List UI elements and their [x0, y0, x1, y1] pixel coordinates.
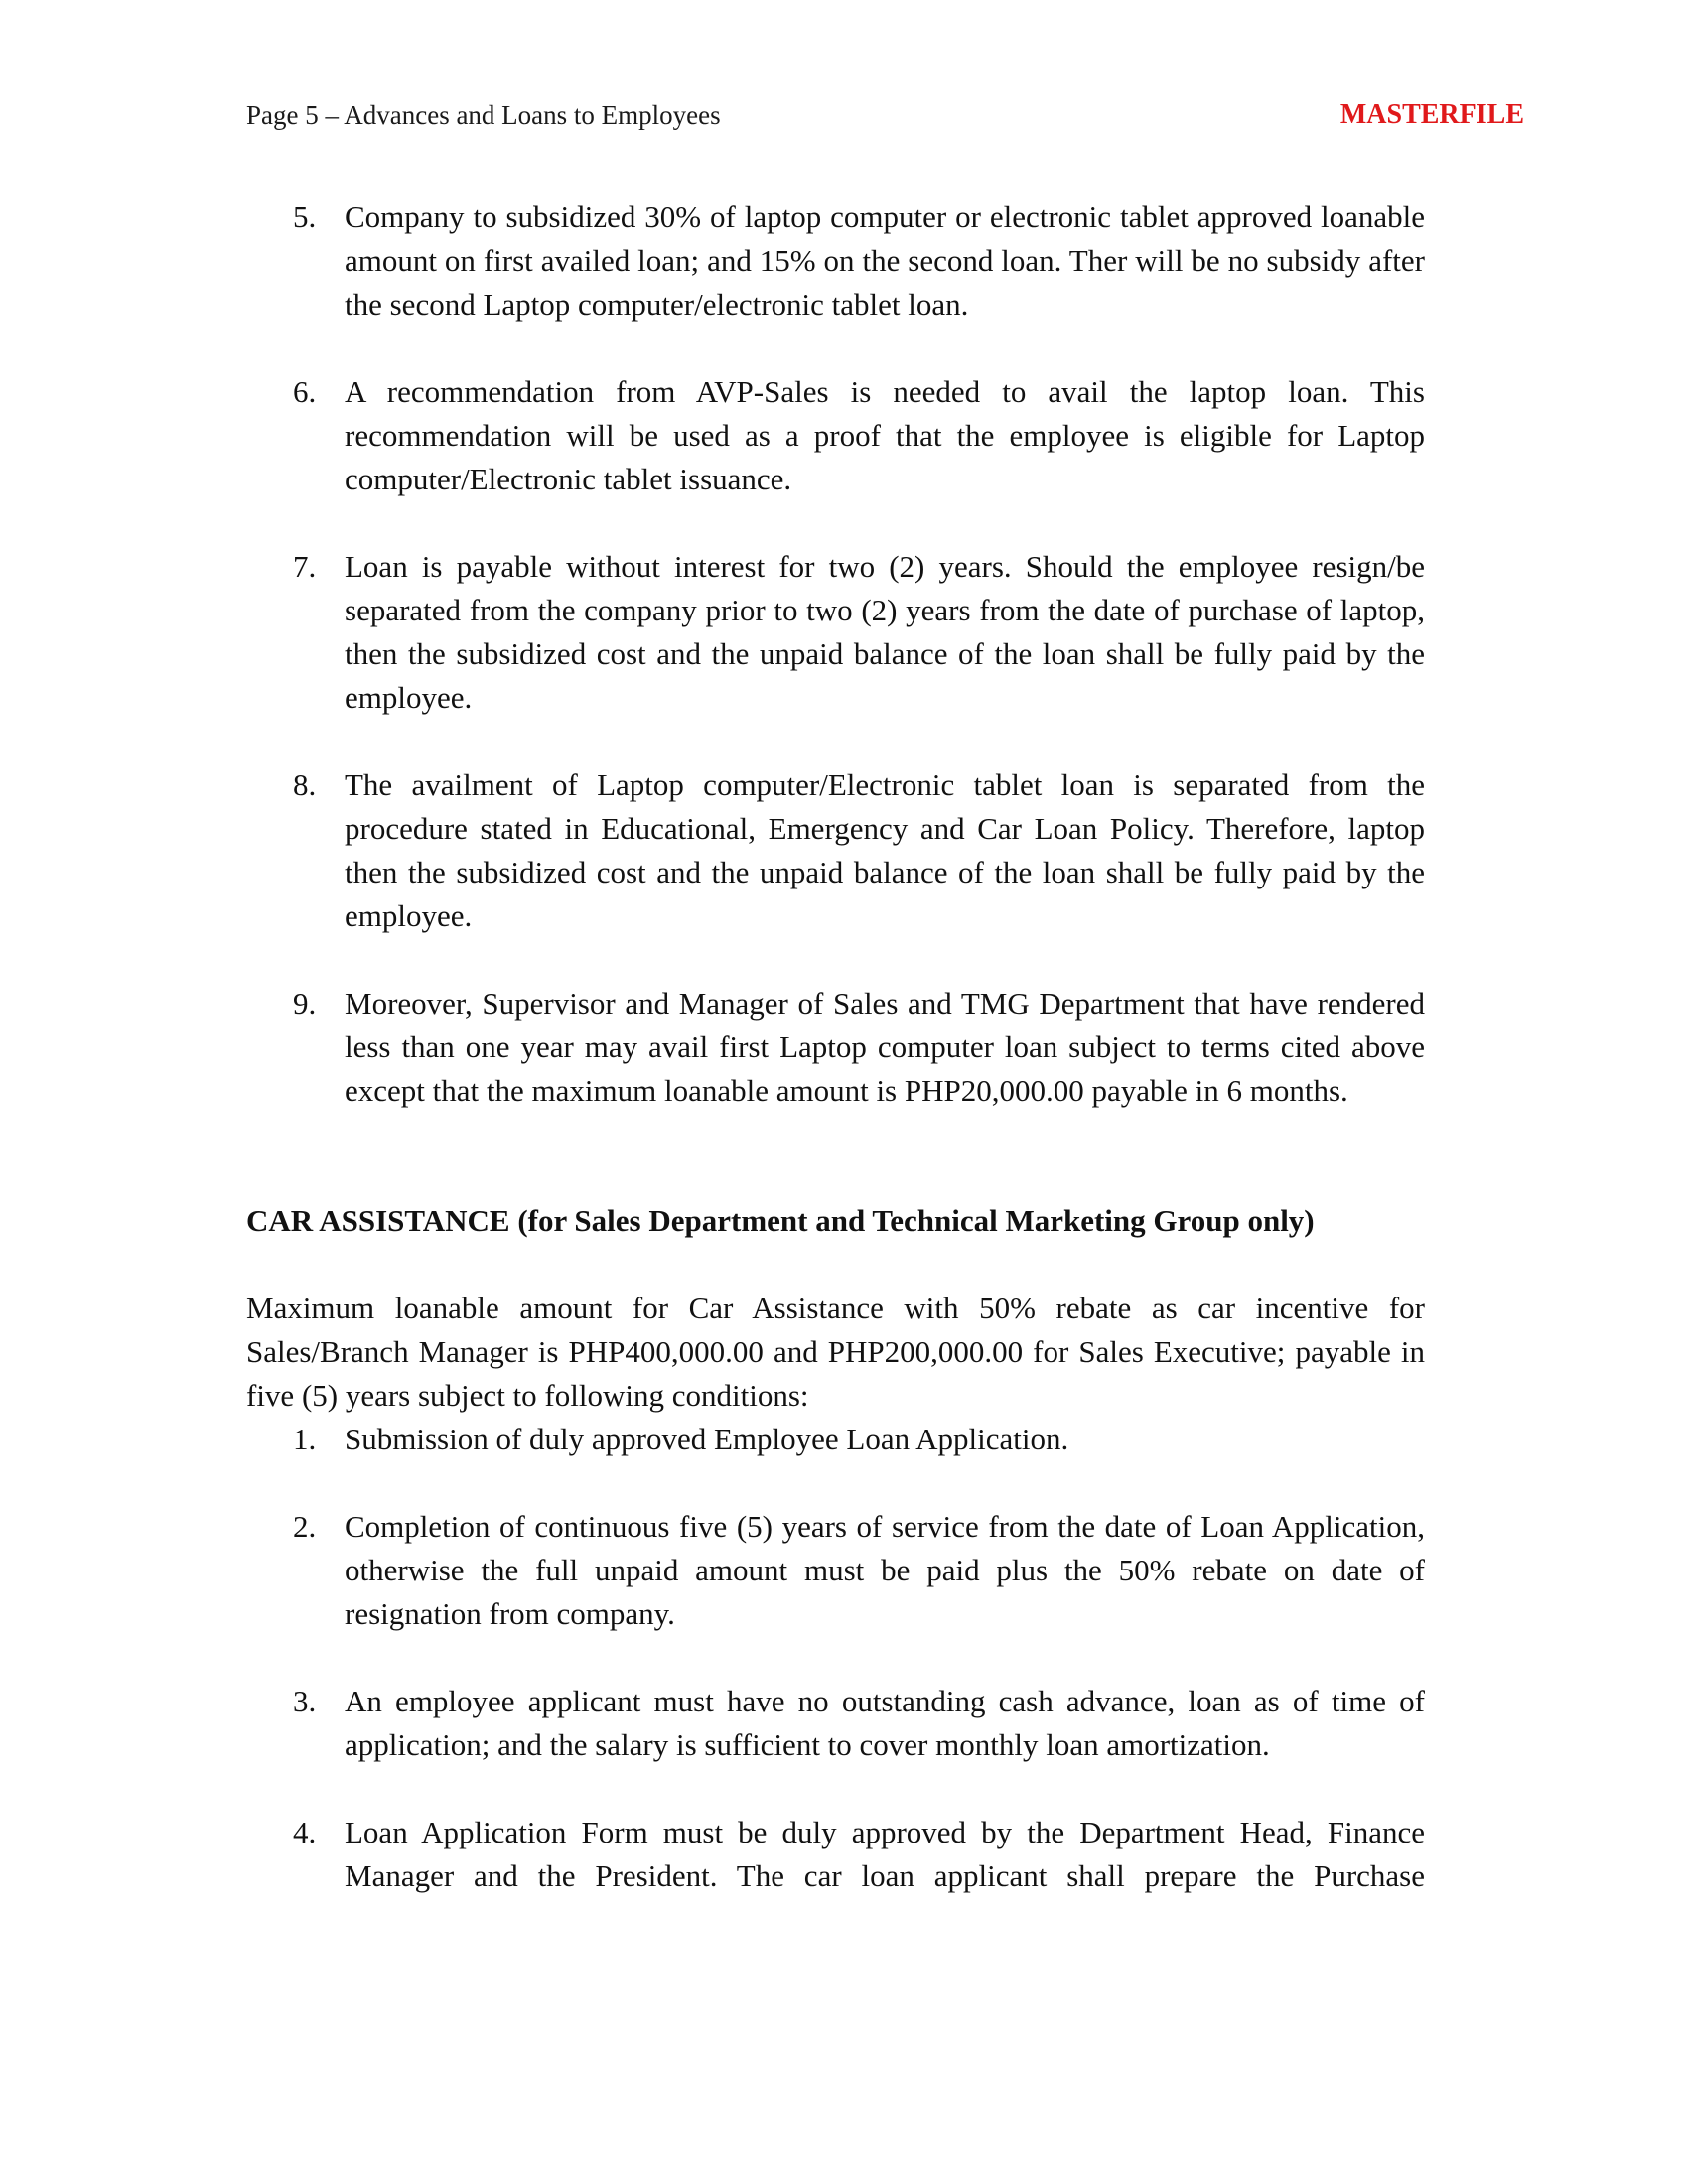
list-item-number: 5.	[293, 200, 317, 234]
list-item	[246, 1418, 1425, 1461]
list-item-number: 6.	[293, 374, 317, 409]
car-assistance-intro: Maximum loanable amount for Car Assistance with 50% rebate as car incentive for Sales/Branch Manager is PHP400,000.00 and PHP200,000.00 for Sales Executive; payable in five (5) years subject to following conditions:	[246, 1291, 1425, 1413]
list-item-text: Submission of duly approved Employee Loan Application.	[345, 1422, 1069, 1456]
list-item	[246, 1811, 1425, 1898]
list-item-text: The availment of Laptop computer/Electronic tablet loan is separated from the procedure stated in Educational, Emergency and Car Loan Policy. Therefore, laptop then the subsidized cost and the unpaid balance of the loan shall be fully paid by the employee.	[345, 767, 1425, 933]
car-assistance-heading: CAR ASSISTANCE (for Sales Department and Technical Marketing Group only)	[246, 1203, 1315, 1238]
list-item	[246, 1505, 1425, 1636]
list-item	[246, 763, 1425, 938]
list-item-text: Loan Application Form must be duly approved by the Department Head, Finance Manager and the President. The car loan applicant shall prepare the Purchase	[345, 1815, 1425, 1893]
list-item-number: 2.	[293, 1509, 317, 1544]
car-assistance-conditions-list	[246, 1418, 1425, 1898]
page-label: Page 5 – Advances and Loans to Employees	[246, 100, 721, 130]
list-item	[246, 1680, 1425, 1767]
list-item	[246, 982, 1425, 1113]
list-item-text: A recommendation from AVP-Sales is needed to avail the laptop loan. This recommendation will be used as a proof that the employee is eligible for Laptop computer/Electronic tablet issuance.	[345, 374, 1425, 496]
list-item	[246, 196, 1425, 327]
list-item	[246, 545, 1425, 720]
list-item-number: 9.	[293, 986, 317, 1021]
list-item-number: 3.	[293, 1684, 317, 1718]
document-body	[246, 196, 1425, 1898]
list-item-text: An employee applicant must have no outstanding cash advance, loan as of time of application; and the salary is sufficient to cover monthly loan amortization.	[345, 1684, 1425, 1762]
list-item-text: Completion of continuous five (5) years of service from the date of Loan Application, otherwise the full unpaid amount must be paid plus the 50% rebate on date of resignation from company.	[345, 1509, 1425, 1631]
page-header	[246, 97, 1524, 137]
list-item-text: Moreover, Supervisor and Manager of Sales and TMG Department that have rendered less than one year may avail first Laptop computer loan subject to terms cited above except that the maximum loanable amount is PHP20,000.00 payable in 6 months.	[345, 986, 1425, 1108]
list-item-number: 7.	[293, 549, 317, 584]
list-item-text: Loan is payable without interest for two (2) years. Should the employee resign/be separated from the company prior to two (2) years from the date of purchase of laptop, then the subsidized cost and the unpaid balance of the loan shall be fully paid by the employee.	[345, 549, 1425, 715]
laptop-loan-conditions-list	[246, 196, 1425, 1113]
list-item-text: Company to subsidized 30% of laptop computer or electronic tablet approved loanable amount on first availed loan; and 15% on the second loan. Ther will be no subsidy after the second Laptop computer/electronic tablet loan.	[345, 200, 1425, 322]
list-item-number: 4.	[293, 1815, 317, 1849]
list-item	[246, 370, 1425, 501]
list-item-number: 1.	[293, 1422, 317, 1456]
masterfile-stamp: MASTERFILE	[1339, 99, 1524, 130]
list-item-number: 8.	[293, 767, 317, 802]
